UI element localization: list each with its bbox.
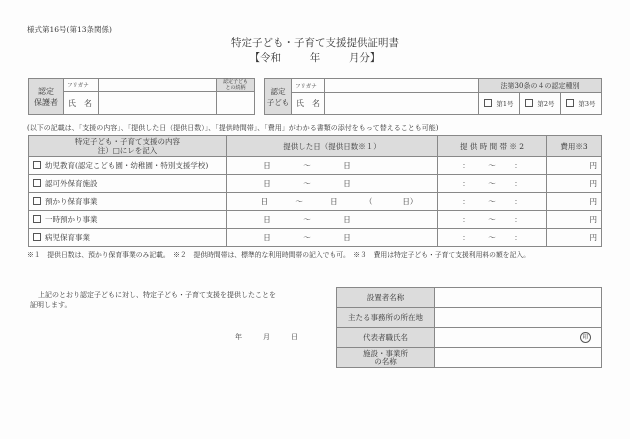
cert-type-2[interactable]: 第2号 [520, 93, 561, 115]
period-line [0, 50, 630, 65]
provider-name-input[interactable] [435, 288, 602, 308]
service-table [28, 135, 602, 247]
office-address-input[interactable] [435, 308, 602, 328]
period-month-label: 月分】 [348, 52, 381, 64]
date-cell[interactable]: 日 〜 日 （ 日） [227, 193, 438, 211]
certification-type-label: 法第30条の４の認定種別 [479, 79, 602, 93]
checkbox-icon[interactable] [33, 233, 41, 241]
date-day-label: 日 [291, 333, 298, 341]
attachment-note: (以下の記載は、「支援の内容」、「提供した日（提供日数）」、「提供時間帯」、「費用」がわかる書類の添付をもって替えることも可能) [27, 124, 439, 132]
provider-table [336, 287, 602, 368]
cost-cell[interactable]: 円 [547, 193, 602, 211]
period-year-label: 年 [309, 52, 321, 64]
table-row [29, 211, 602, 229]
certification-date [235, 332, 319, 342]
checkbox-icon[interactable] [33, 197, 41, 205]
period-open: 【令和 [249, 52, 282, 64]
facility-name-input[interactable] [435, 348, 602, 368]
child-furigana-input[interactable] [325, 79, 479, 93]
facility-name-label: 施設・事業所 の名称 [337, 348, 435, 368]
service-type-cell[interactable]: 一時預かり事業 [29, 211, 227, 229]
days-count[interactable]: （ 日） [364, 197, 418, 206]
checkbox-icon[interactable] [566, 99, 574, 107]
child-table [264, 78, 602, 115]
relationship-input[interactable] [217, 92, 255, 115]
checkbox-icon[interactable] [525, 99, 533, 107]
relationship-label: 認定子ども との続柄 [217, 79, 255, 92]
header-content: 特定子ども・子育て支援の内容 注）□にレを記入 [29, 136, 227, 157]
child-name-input[interactable] [325, 93, 479, 115]
footnotes: ※１ 提供日数は、預かり保育事業のみ記載。 ※２ 提供時間帯は、標準的な利用時間帯の記入でも可。 ※３ 費用は特定子ども・子育て支援利用料の額を記入。 [27, 251, 530, 259]
header-cost: 費用※3 [547, 136, 602, 157]
guardian-name-label: 氏 名 [64, 92, 99, 115]
cost-cell[interactable]: 円 [547, 211, 602, 229]
table-row [29, 175, 602, 193]
date-cell[interactable]: 日 〜 日 [227, 211, 438, 229]
cert-type-3[interactable]: 第3号 [561, 93, 602, 115]
provider-name-label: 設置者名称 [337, 288, 435, 308]
cost-cell[interactable]: 円 [547, 175, 602, 193]
table-row [29, 157, 602, 175]
time-cell[interactable]: ： 〜 ： [438, 175, 547, 193]
time-cell[interactable]: ： 〜 ： [438, 193, 547, 211]
time-cell[interactable]: ： 〜 ： [438, 157, 547, 175]
service-type-cell[interactable]: 幼児教育(認定こども園・幼稚園・特別支援学校) [29, 157, 227, 175]
certification-text: 上記のとおり認定子どもに対し、特定子ども・子育て支援を提供したことを 証明します。 [30, 291, 276, 309]
table-row [29, 193, 602, 211]
office-address-label: 主たる事務所の所在地 [337, 308, 435, 328]
cert-type-1[interactable]: 第1号 [479, 93, 520, 115]
document-title: 特定子ども・子育て支援提供証明書 [231, 37, 399, 49]
date-month-label: 月 [263, 333, 270, 341]
table-row [29, 229, 602, 247]
cost-cell[interactable]: 円 [547, 229, 602, 247]
representative-label: 代表者職氏名 [337, 328, 435, 348]
time-cell[interactable]: ： 〜 ： [438, 211, 547, 229]
child-header: 認定 子ども [265, 79, 292, 115]
date-cell[interactable]: 日 〜 日 [227, 229, 438, 247]
child-furigana-label: フリガナ [292, 79, 325, 93]
date-cell[interactable]: 日 〜 日 [227, 175, 438, 193]
form-number: 様式第16号(第13条関係) [27, 25, 112, 34]
header-time: 提 供 時 間 帯 ※ 2 [438, 136, 547, 157]
cost-cell[interactable]: 円 [547, 157, 602, 175]
guardian-table [28, 78, 255, 115]
checkbox-icon[interactable] [33, 215, 41, 223]
guardian-furigana-input[interactable] [99, 79, 217, 92]
date-cell[interactable]: 日 〜 日 [227, 157, 438, 175]
seal-icon: 印 [580, 332, 591, 343]
checkbox-icon[interactable] [33, 161, 41, 169]
time-cell[interactable]: ： 〜 ： [438, 229, 547, 247]
representative-input[interactable] [435, 328, 602, 348]
checkbox-icon[interactable] [33, 179, 41, 187]
header-date: 提供した日（提供日数※１） [227, 136, 438, 157]
guardian-name-input[interactable] [99, 92, 217, 115]
service-type-cell[interactable]: 預かり保育事業 [29, 193, 227, 211]
guardian-header: 認定 保護者 [29, 79, 64, 115]
checkbox-icon[interactable] [484, 99, 492, 107]
service-type-cell[interactable]: 認可外保育施設 [29, 175, 227, 193]
guardian-furigana-label: フリガナ [64, 79, 99, 92]
service-type-cell[interactable]: 病児保育事業 [29, 229, 227, 247]
child-name-label: 氏 名 [292, 93, 325, 115]
date-year-label: 年 [235, 333, 242, 341]
